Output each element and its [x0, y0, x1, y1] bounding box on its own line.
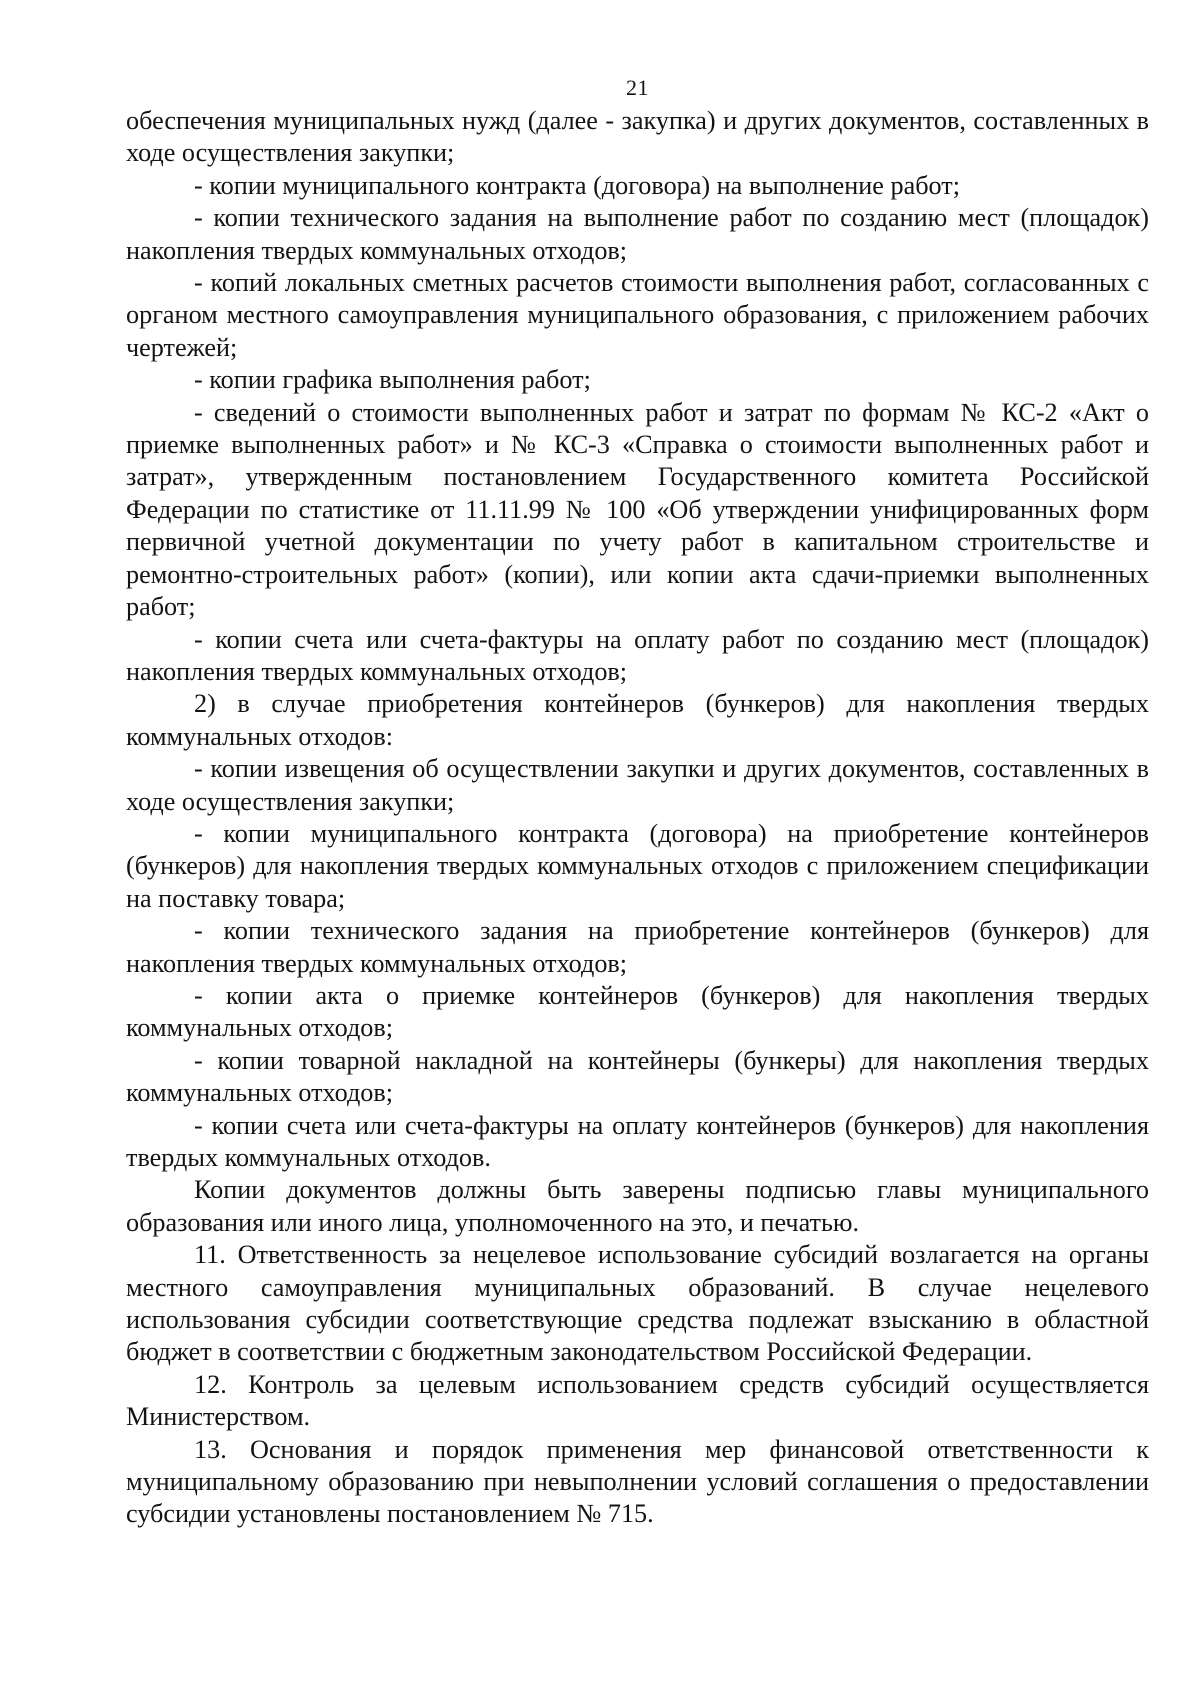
paragraph: - копии графика выполнения работ; — [194, 365, 591, 395]
paragraph: - копии технического задания на приобретение контейнеров (бункеров) для накопления твердых коммунальных отходов; — [126, 916, 1149, 978]
paragraph: - копии технического задания на выполнение работ по созданию мест (площадок) накопления твердых коммунальных отходов; — [126, 203, 1149, 265]
paragraph: - сведений о стоимости выполненных работ и затрат по формам № КС-2 «Акт о приемке выполненных работ» и № КС-3 «Справка о стоимости выполненных работ и затрат», утвержденным постановлением Государственного комитета Российской Федерации по статистике от 11.11.99 № 100 «Об утверждении унифицированных форм первичной учетной документации по учету работ в капитальном строительстве и ремонтно-строительных работ» (копии), или копии акта сдачи-приемки выполненных работ; — [126, 397, 1149, 622]
paragraph: 12. Контроль за целевым использованием средств субсидий осуществляется Министерством. — [126, 1369, 1149, 1432]
paragraph: - копии муниципального контракта (договора) на выполнение работ; — [194, 170, 960, 200]
paragraph: 2) в случае приобретения контейнеров (бункеров) для накопления твердых коммунальных отходов: — [126, 689, 1149, 751]
paragraph: - копии муниципального контракта (договора) на приобретение контейнеров (бункеров) для накопления твердых коммунальных отходов с приложением спецификации на поставку товара; — [126, 818, 1149, 913]
paragraph: Копии документов должны быть заверены подписью главы муниципального образования или иного лица, уполномоченного на это, и печатью. — [126, 1175, 1149, 1237]
paragraph: - копии товарной накладной на контейнеры (бункеры) для накопления твердых коммунальных отходов; — [126, 1045, 1149, 1108]
paragraph: - копии акта о приемке контейнеров (бункеров) для накопления твердых коммунальных отходов; — [126, 980, 1149, 1043]
document-body — [126, 105, 1149, 1531]
page-number: 21 — [626, 75, 649, 100]
paragraph: - копии счета или счета-фактуры на оплату работ по созданию мест (площадок) накопления твердых коммунальных отходов; — [126, 624, 1149, 686]
paragraph: обеспечения муниципальных нужд (далее - закупка) и других документов, составленных в ходе осуществления закупки; — [126, 106, 1149, 168]
paragraph: - копии извещения об осуществлении закупки и других документов, составленных в ходе осуществления закупки; — [126, 754, 1149, 816]
paragraph: - копии счета или счета-фактуры на оплату контейнеров (бункеров) для накопления твердых коммунальных отходов. — [126, 1110, 1149, 1172]
document-page — [126, 75, 1149, 1531]
paragraph: 13. Основания и порядок применения мер финансовой ответственности к муниципальному образованию при невыполнении условий соглашения о предоставлении субсидии установлены постановлением № 715. — [126, 1434, 1149, 1529]
paragraph: - копий локальных сметных расчетов стоимости выполнения работ, согласованных с органом местного самоуправления муниципального образования, с приложением рабочих чертежей; — [126, 268, 1149, 362]
paragraph: 11. Ответственность за нецелевое использование субсидий возлагается на органы местного самоуправления муниципальных образований. В случае нецелевого использования субсидии соответствующие средства подлежат взысканию в областной бюджет в соответствии с бюджетным законодательством Российской Федерации. — [126, 1240, 1149, 1367]
